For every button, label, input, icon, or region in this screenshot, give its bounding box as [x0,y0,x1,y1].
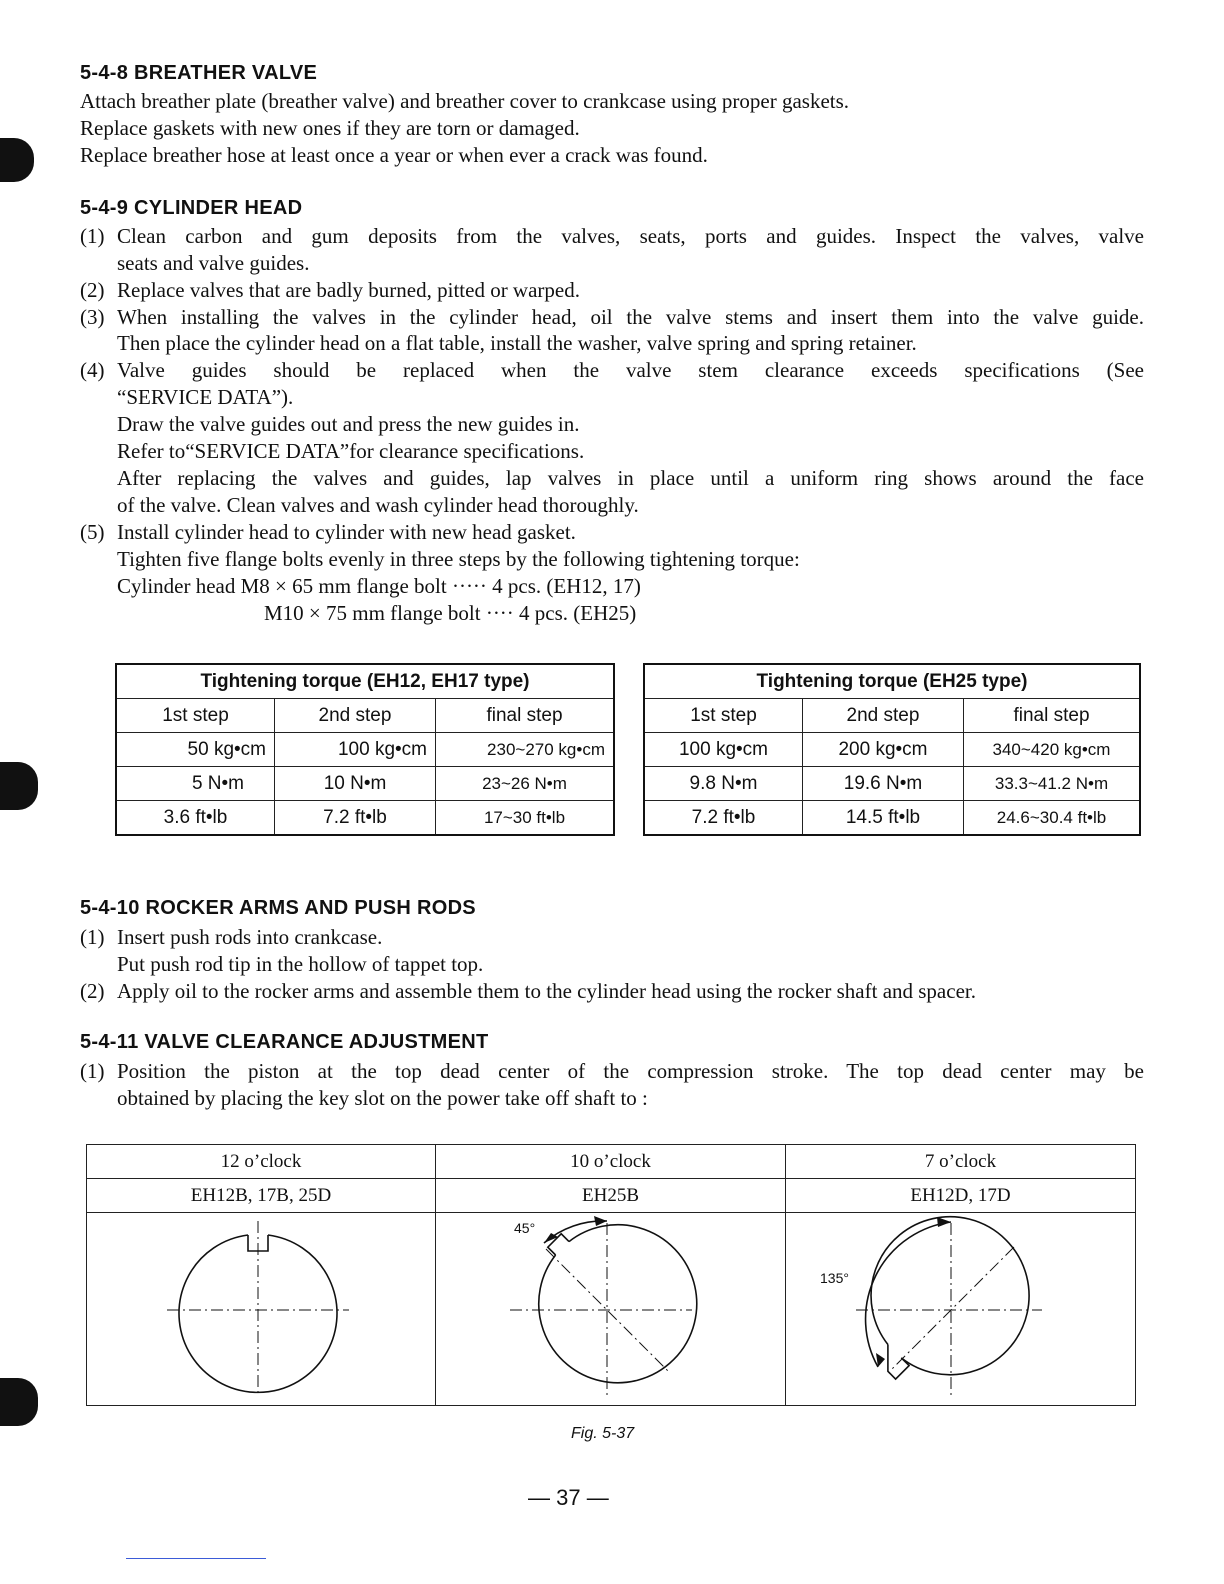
breather-line: Replace breather hose at least once a year or when ever a crack was found. [80,143,708,167]
section-title-rocker-arms: 5-4-10 ROCKER ARMS AND PUSH RODS [80,897,476,919]
item-text: Replace valves that are badly burned, pitted or warped. [117,278,580,302]
item-text: Insert push rods into crankcase. [117,925,383,949]
item-text: obtained by placing the key slot on the power take off shaft to : [117,1086,648,1110]
table-cell: 23~26 N•m [436,767,615,801]
table-cell: 9.8 N•m [644,767,803,801]
table-cell: 200 kg•cm [803,733,964,767]
item-number: (3) [80,305,105,329]
header-final-step: final step [436,699,615,733]
section-title-valve-clearance: 5-4-11 VALVE CLEARANCE ADJUSTMENT [80,1031,489,1053]
table-cell: 14.5 ft•lb [803,801,964,836]
table-row [644,767,1140,801]
item-number: (1) [80,1059,105,1083]
figure-caption: Fig. 5-37 [571,1425,635,1442]
table-cell: 100 kg•cm [275,733,436,767]
footer-rule [126,1558,266,1559]
table-cell: 100 kg•cm [644,733,803,767]
header-2nd-step: 2nd step [803,699,964,733]
table-cell: 230~270 kg•cm [436,733,615,767]
angle-label-135: 135° [820,1270,849,1286]
item-text: Cylinder head M8 × 65 mm flange bolt ····· 4 pcs. (EH12, 17) [117,574,641,598]
models-7-oclock: EH12D, 17D [786,1179,1136,1213]
item-text: When installing the valves in the cylinder head, oil the valve stems and insert them into the valve guide. [117,305,1144,329]
item-number: (1) [80,224,105,248]
item-text: Position the piston at the top dead center of the compression stroke. The top dead center may be [117,1059,1144,1083]
item-number: (4) [80,358,105,382]
breather-line: Replace gaskets with new ones if they are torn or damaged. [80,116,580,140]
diagram-cell-7-oclock [786,1213,1136,1406]
item-text: After replacing the valves and guides, lap valves in place until a uniform ring shows around the face [117,466,1144,490]
binder-mark [0,138,34,182]
diagram-cell-12-oclock [87,1213,436,1406]
header-1st-step: 1st step [116,699,275,733]
table-title: Tightening torque (EH25 type) [644,664,1140,699]
item-text: Install cylinder head to cylinder with new head gasket. [117,520,576,544]
table-cell: 50 kg•cm [116,733,275,767]
header-2nd-step: 2nd step [275,699,436,733]
diagram-cell-10-oclock [436,1213,786,1406]
position-7-oclock: 7 o’clock [786,1145,1136,1179]
keyslot-position-table [86,1144,1136,1406]
keyslot-diagram-10-oclock [436,1213,785,1399]
item-text: Put push rod tip in the hollow of tappet top. [117,952,484,976]
table-cell: 17~30 ft•lb [436,801,615,836]
table-title: Tightening torque (EH12, EH17 type) [116,664,614,699]
binder-mark [0,1378,38,1426]
torque-table-eh25 [643,663,1141,836]
header-1st-step: 1st step [644,699,803,733]
table-cell: 33.3~41.2 N•m [964,767,1141,801]
angle-label-45: 45° [514,1220,536,1236]
models-12-oclock: EH12B, 17B, 25D [87,1179,436,1213]
table-cell: 5 N•m [116,767,275,801]
table-row [87,1179,1136,1213]
table-row [644,801,1140,836]
item-text: Refer to“SERVICE DATA”for clearance specifications. [117,439,585,463]
table-cell: 7.2 ft•lb [644,801,803,836]
table-row [116,733,614,767]
position-12-oclock: 12 o’clock [87,1145,436,1179]
item-text: M10 × 75 mm flange bolt ···· 4 pcs. (EH25) [264,601,637,625]
item-text: Valve guides should be replaced when the valve stem clearance exceeds specifications (See [117,358,1144,382]
item-number: (5) [80,520,105,544]
table-cell: 7.2 ft•lb [275,801,436,836]
table-cell: 340~420 kg•cm [964,733,1141,767]
item-text: Apply oil to the rocker arms and assemble them to the cylinder head using the rocker shaft and spacer. [117,979,976,1003]
item-number: (1) [80,925,105,949]
keyslot-diagram-12-oclock [87,1213,435,1399]
section-title-breather-valve: 5-4-8 BREATHER VALVE [80,62,318,84]
binder-mark [0,762,38,810]
item-text: Draw the valve guides out and press the new guides in. [117,412,580,436]
table-row [116,767,614,801]
table-cell: 24.6~30.4 ft•lb [964,801,1141,836]
item-text: “SERVICE DATA”). [117,385,294,409]
position-10-oclock: 10 o’clock [436,1145,786,1179]
table-cell: 19.6 N•m [803,767,964,801]
item-number: (2) [80,979,105,1003]
breather-line: Attach breather plate (breather valve) and breather cover to crankcase using proper gaskets. [80,89,850,113]
item-text: of the valve. Clean valves and wash cylinder head thoroughly. [117,493,639,517]
header-final-step: final step [964,699,1141,733]
page-number: — 37 — [528,1485,609,1510]
models-10-oclock: EH25B [436,1179,786,1213]
table-cell: 3.6 ft•lb [116,801,275,836]
table-row [644,733,1140,767]
table-cell: 10 N•m [275,767,436,801]
table-row [87,1145,1136,1179]
item-number: (2) [80,278,105,302]
item-text: seats and valve guides. [117,251,310,275]
table-row [116,801,614,836]
torque-table-eh12-eh17 [115,663,615,836]
keyslot-diagram-7-oclock [786,1213,1135,1399]
item-text: Tighten five flange bolts evenly in three steps by the following tightening torque: [117,547,800,571]
table-row [87,1213,1136,1406]
section-title-cylinder-head: 5-4-9 CYLINDER HEAD [80,197,303,219]
item-text: Clean carbon and gum deposits from the valves, seats, ports and guides. Inspect the valves, valve [117,224,1144,248]
item-text: Then place the cylinder head on a flat table, install the washer, valve spring and spring retainer. [117,331,917,355]
